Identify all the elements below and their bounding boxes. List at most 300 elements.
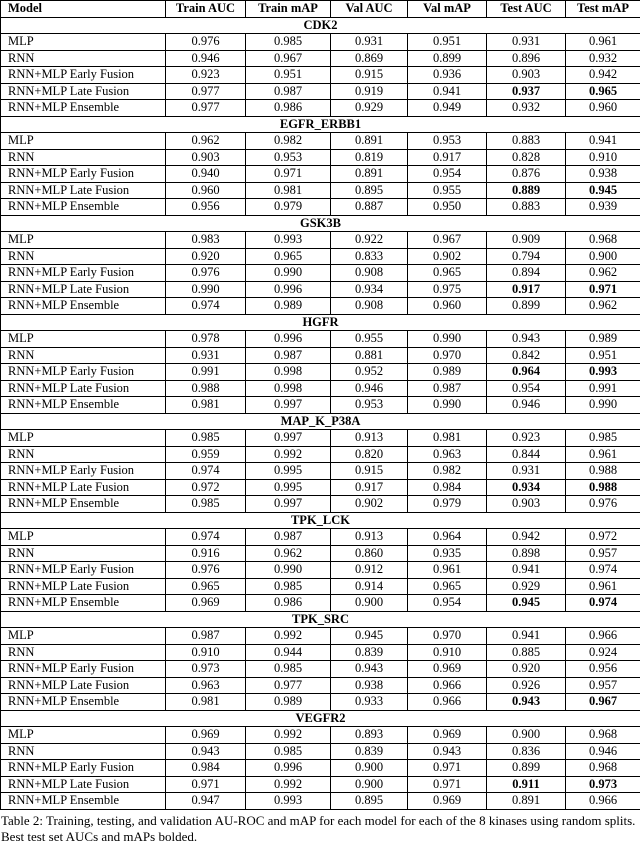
value-cell: 0.889	[487, 182, 566, 199]
model-cell: MLP	[1, 628, 166, 645]
value-cell: 0.951	[566, 347, 640, 364]
model-cell: RNN+MLP Ensemble	[1, 100, 166, 117]
value-cell: 0.969	[166, 727, 246, 744]
table-row	[1, 743, 640, 760]
model-cell: MLP	[1, 34, 166, 51]
value-cell: 0.945	[331, 628, 408, 645]
value-cell: 0.996	[246, 331, 331, 348]
value-cell: 0.968	[566, 727, 640, 744]
table-row	[1, 446, 640, 463]
model-cell: RNN+MLP Early Fusion	[1, 760, 166, 777]
value-cell: 0.985	[246, 578, 331, 595]
value-cell: 0.883	[487, 133, 566, 150]
value-cell: 0.920	[487, 661, 566, 678]
value-cell: 0.943	[408, 743, 487, 760]
value-cell: 0.957	[566, 545, 640, 562]
column-header-train-map: Train mAP	[246, 1, 331, 18]
value-cell: 0.989	[408, 364, 487, 381]
value-cell: 0.961	[566, 446, 640, 463]
model-cell: RNN+MLP Ensemble	[1, 694, 166, 711]
table-row	[1, 760, 640, 777]
table-row	[1, 199, 640, 216]
value-cell: 0.942	[487, 529, 566, 546]
value-cell: 0.833	[331, 248, 408, 265]
value-cell: 0.828	[487, 149, 566, 166]
group-header-tpk_src: TPK_SRC	[1, 611, 640, 628]
column-header-row	[1, 1, 640, 18]
value-cell: 0.902	[408, 248, 487, 265]
value-cell: 0.917	[487, 281, 566, 298]
value-cell: 0.995	[246, 463, 331, 480]
value-cell: 0.953	[246, 149, 331, 166]
value-cell: 0.923	[166, 67, 246, 84]
value-cell: 0.986	[246, 595, 331, 612]
value-cell: 0.962	[246, 545, 331, 562]
value-cell: 0.893	[331, 727, 408, 744]
value-cell: 0.967	[566, 694, 640, 711]
value-cell: 0.961	[408, 562, 487, 579]
value-cell: 0.987	[246, 83, 331, 100]
model-cell: RNN+MLP Ensemble	[1, 496, 166, 513]
table-row	[1, 496, 640, 513]
value-cell: 0.900	[331, 595, 408, 612]
value-cell: 0.954	[487, 380, 566, 397]
value-cell: 0.982	[246, 133, 331, 150]
value-cell: 0.951	[408, 34, 487, 51]
group-header-row	[1, 611, 640, 628]
value-cell: 0.819	[331, 149, 408, 166]
value-cell: 0.839	[331, 644, 408, 661]
value-cell: 0.966	[566, 628, 640, 645]
column-header-val-auc: Val AUC	[331, 1, 408, 18]
value-cell: 0.941	[487, 628, 566, 645]
table-row	[1, 347, 640, 364]
value-cell: 0.895	[331, 182, 408, 199]
value-cell: 0.940	[166, 166, 246, 183]
value-cell: 0.923	[487, 430, 566, 447]
value-cell: 0.996	[246, 760, 331, 777]
value-cell: 0.978	[166, 331, 246, 348]
value-cell: 0.963	[408, 446, 487, 463]
model-cell: RNN+MLP Early Fusion	[1, 166, 166, 183]
value-cell: 0.997	[246, 397, 331, 414]
value-cell: 0.972	[166, 479, 246, 496]
value-cell: 0.984	[408, 479, 487, 496]
value-cell: 0.908	[331, 265, 408, 282]
value-cell: 0.946	[566, 743, 640, 760]
value-cell: 0.985	[166, 430, 246, 447]
table-row	[1, 83, 640, 100]
value-cell: 0.997	[246, 496, 331, 513]
value-cell: 0.990	[246, 562, 331, 579]
value-cell: 0.903	[166, 149, 246, 166]
model-cell: RNN+MLP Late Fusion	[1, 83, 166, 100]
value-cell: 0.931	[487, 463, 566, 480]
value-cell: 0.931	[166, 347, 246, 364]
value-cell: 0.945	[566, 182, 640, 199]
value-cell: 0.915	[331, 67, 408, 84]
value-cell: 0.922	[331, 232, 408, 249]
value-cell: 0.902	[331, 496, 408, 513]
table-row	[1, 677, 640, 694]
model-cell: RNN+MLP Late Fusion	[1, 776, 166, 793]
column-header-train-auc: Train AUC	[166, 1, 246, 18]
value-cell: 0.869	[331, 50, 408, 67]
value-cell: 0.960	[566, 100, 640, 117]
value-cell: 0.966	[566, 793, 640, 810]
value-cell: 0.991	[166, 364, 246, 381]
value-cell: 0.991	[566, 380, 640, 397]
value-cell: 0.891	[331, 166, 408, 183]
value-cell: 0.899	[408, 50, 487, 67]
value-cell: 0.924	[566, 644, 640, 661]
model-cell: RNN	[1, 149, 166, 166]
group-header-row	[1, 710, 640, 727]
table-row	[1, 34, 640, 51]
value-cell: 0.965	[408, 578, 487, 595]
value-cell: 0.993	[566, 364, 640, 381]
value-cell: 0.971	[408, 776, 487, 793]
model-cell: MLP	[1, 232, 166, 249]
value-cell: 0.899	[487, 298, 566, 315]
value-cell: 0.913	[331, 529, 408, 546]
value-cell: 0.974	[566, 562, 640, 579]
value-cell: 0.975	[408, 281, 487, 298]
table-row	[1, 265, 640, 282]
value-cell: 0.987	[246, 347, 331, 364]
column-header-val-map: Val mAP	[408, 1, 487, 18]
model-cell: RNN	[1, 446, 166, 463]
value-cell: 0.969	[166, 595, 246, 612]
table-row	[1, 149, 640, 166]
value-cell: 0.973	[566, 776, 640, 793]
value-cell: 0.932	[487, 100, 566, 117]
value-cell: 0.943	[166, 743, 246, 760]
group-header-row	[1, 413, 640, 430]
value-cell: 0.949	[408, 100, 487, 117]
value-cell: 0.915	[331, 463, 408, 480]
value-cell: 0.911	[487, 776, 566, 793]
value-cell: 0.894	[487, 265, 566, 282]
value-cell: 0.938	[331, 677, 408, 694]
model-cell: RNN+MLP Ensemble	[1, 199, 166, 216]
table-row	[1, 166, 640, 183]
value-cell: 0.984	[166, 760, 246, 777]
table-row	[1, 232, 640, 249]
value-cell: 0.989	[566, 331, 640, 348]
value-cell: 0.935	[408, 545, 487, 562]
value-cell: 0.941	[487, 562, 566, 579]
model-cell: RNN+MLP Ensemble	[1, 595, 166, 612]
value-cell: 0.990	[408, 331, 487, 348]
value-cell: 0.895	[331, 793, 408, 810]
value-cell: 0.964	[487, 364, 566, 381]
value-cell: 0.919	[331, 83, 408, 100]
value-cell: 0.953	[331, 397, 408, 414]
value-cell: 0.971	[566, 281, 640, 298]
model-cell: RNN+MLP Ensemble	[1, 793, 166, 810]
value-cell: 0.982	[408, 463, 487, 480]
value-cell: 0.934	[487, 479, 566, 496]
value-cell: 0.961	[566, 34, 640, 51]
model-cell: RNN	[1, 50, 166, 67]
value-cell: 0.954	[408, 166, 487, 183]
value-cell: 0.981	[246, 182, 331, 199]
model-cell: RNN+MLP Early Fusion	[1, 463, 166, 480]
value-cell: 0.987	[408, 380, 487, 397]
group-header-hgfr: HGFR	[1, 314, 640, 331]
model-cell: RNN+MLP Late Fusion	[1, 182, 166, 199]
value-cell: 0.976	[166, 562, 246, 579]
value-cell: 0.917	[331, 479, 408, 496]
model-cell: MLP	[1, 430, 166, 447]
model-cell: RNN	[1, 347, 166, 364]
model-cell: MLP	[1, 727, 166, 744]
value-cell: 0.969	[408, 727, 487, 744]
table-row	[1, 793, 640, 810]
value-cell: 0.955	[408, 182, 487, 199]
value-cell: 0.992	[246, 628, 331, 645]
value-cell: 0.937	[487, 83, 566, 100]
value-cell: 0.950	[408, 199, 487, 216]
value-cell: 0.917	[408, 149, 487, 166]
table-row	[1, 281, 640, 298]
table-row	[1, 727, 640, 744]
value-cell: 0.985	[246, 661, 331, 678]
value-cell: 0.900	[566, 248, 640, 265]
value-cell: 0.960	[166, 182, 246, 199]
value-cell: 0.976	[566, 496, 640, 513]
model-cell: RNN+MLP Ensemble	[1, 298, 166, 315]
value-cell: 0.990	[566, 397, 640, 414]
table-row	[1, 644, 640, 661]
value-cell: 0.968	[566, 760, 640, 777]
value-cell: 0.985	[166, 496, 246, 513]
value-cell: 0.962	[166, 133, 246, 150]
value-cell: 0.910	[566, 149, 640, 166]
table-row	[1, 430, 640, 447]
value-cell: 0.820	[331, 446, 408, 463]
value-cell: 0.943	[331, 661, 408, 678]
value-cell: 0.954	[408, 595, 487, 612]
value-cell: 0.965	[408, 265, 487, 282]
value-cell: 0.836	[487, 743, 566, 760]
table-row	[1, 545, 640, 562]
value-cell: 0.992	[246, 727, 331, 744]
value-cell: 0.998	[246, 380, 331, 397]
model-cell: RNN+MLP Early Fusion	[1, 265, 166, 282]
table-caption: Table 2: Training, testing, and validation AU-ROC and mAP for each model for each of the 8 kinases using random splits. Best test set AUCs and mAPs bolded.	[0, 813, 640, 845]
model-cell: RNN+MLP Late Fusion	[1, 281, 166, 298]
value-cell: 0.900	[487, 727, 566, 744]
value-cell: 0.974	[566, 595, 640, 612]
value-cell: 0.929	[331, 100, 408, 117]
value-cell: 0.939	[566, 199, 640, 216]
value-cell: 0.990	[408, 397, 487, 414]
value-cell: 0.913	[331, 430, 408, 447]
value-cell: 0.977	[246, 677, 331, 694]
value-cell: 0.972	[566, 529, 640, 546]
table-row	[1, 67, 640, 84]
model-cell: MLP	[1, 133, 166, 150]
value-cell: 0.932	[566, 50, 640, 67]
group-header-cdk2: CDK2	[1, 17, 640, 34]
value-cell: 0.931	[487, 34, 566, 51]
value-cell: 0.969	[408, 661, 487, 678]
value-cell: 0.931	[331, 34, 408, 51]
value-cell: 0.914	[331, 578, 408, 595]
model-cell: RNN+MLP Early Fusion	[1, 562, 166, 579]
table-row	[1, 529, 640, 546]
value-cell: 0.929	[487, 578, 566, 595]
value-cell: 0.986	[246, 100, 331, 117]
model-cell: RNN+MLP Early Fusion	[1, 364, 166, 381]
value-cell: 0.933	[331, 694, 408, 711]
value-cell: 0.964	[408, 529, 487, 546]
value-cell: 0.989	[246, 694, 331, 711]
table-row	[1, 463, 640, 480]
value-cell: 0.909	[487, 232, 566, 249]
value-cell: 0.839	[331, 743, 408, 760]
value-cell: 0.988	[566, 479, 640, 496]
value-cell: 0.842	[487, 347, 566, 364]
value-cell: 0.998	[246, 364, 331, 381]
value-cell: 0.941	[408, 83, 487, 100]
model-cell: MLP	[1, 331, 166, 348]
value-cell: 0.977	[166, 83, 246, 100]
table-row	[1, 479, 640, 496]
value-cell: 0.981	[166, 397, 246, 414]
model-cell: RNN+MLP Ensemble	[1, 397, 166, 414]
value-cell: 0.896	[487, 50, 566, 67]
model-cell: MLP	[1, 529, 166, 546]
value-cell: 0.956	[566, 661, 640, 678]
group-header-row	[1, 512, 640, 529]
value-cell: 0.898	[487, 545, 566, 562]
value-cell: 0.976	[166, 34, 246, 51]
value-cell: 0.926	[487, 677, 566, 694]
table-row	[1, 364, 640, 381]
value-cell: 0.920	[166, 248, 246, 265]
value-cell: 0.916	[166, 545, 246, 562]
value-cell: 0.945	[487, 595, 566, 612]
value-cell: 0.962	[566, 265, 640, 282]
value-cell: 0.966	[408, 694, 487, 711]
value-cell: 0.891	[331, 133, 408, 150]
value-cell: 0.995	[246, 479, 331, 496]
value-cell: 0.988	[566, 463, 640, 480]
value-cell: 0.989	[246, 298, 331, 315]
value-cell: 0.912	[331, 562, 408, 579]
value-cell: 0.959	[166, 446, 246, 463]
table-row	[1, 182, 640, 199]
value-cell: 0.965	[166, 578, 246, 595]
value-cell: 0.934	[331, 281, 408, 298]
value-cell: 0.981	[166, 694, 246, 711]
group-header-map_k_p38a: MAP_K_P38A	[1, 413, 640, 430]
value-cell: 0.993	[246, 232, 331, 249]
value-cell: 0.985	[246, 743, 331, 760]
value-cell: 0.971	[246, 166, 331, 183]
group-header-row	[1, 116, 640, 133]
value-cell: 0.983	[166, 232, 246, 249]
value-cell: 0.881	[331, 347, 408, 364]
value-cell: 0.903	[487, 67, 566, 84]
value-cell: 0.953	[408, 133, 487, 150]
model-cell: RNN+MLP Late Fusion	[1, 578, 166, 595]
table-row	[1, 595, 640, 612]
value-cell: 0.967	[408, 232, 487, 249]
value-cell: 0.900	[331, 776, 408, 793]
table-row	[1, 661, 640, 678]
value-cell: 0.899	[487, 760, 566, 777]
value-cell: 0.973	[166, 661, 246, 678]
value-cell: 0.965	[566, 83, 640, 100]
value-cell: 0.988	[166, 380, 246, 397]
value-cell: 0.951	[246, 67, 331, 84]
model-cell: RNN	[1, 248, 166, 265]
value-cell: 0.976	[166, 265, 246, 282]
value-cell: 0.962	[566, 298, 640, 315]
value-cell: 0.960	[408, 298, 487, 315]
table-row	[1, 628, 640, 645]
value-cell: 0.987	[166, 628, 246, 645]
table-row	[1, 331, 640, 348]
model-cell: RNN+MLP Late Fusion	[1, 479, 166, 496]
value-cell: 0.876	[487, 166, 566, 183]
value-cell: 0.943	[487, 331, 566, 348]
value-cell: 0.942	[566, 67, 640, 84]
model-cell: RNN+MLP Late Fusion	[1, 677, 166, 694]
value-cell: 0.992	[246, 446, 331, 463]
table-row	[1, 776, 640, 793]
model-cell: RNN+MLP Early Fusion	[1, 67, 166, 84]
value-cell: 0.860	[331, 545, 408, 562]
value-cell: 0.887	[331, 199, 408, 216]
value-cell: 0.966	[408, 677, 487, 694]
value-cell: 0.946	[331, 380, 408, 397]
model-cell: RNN+MLP Early Fusion	[1, 661, 166, 678]
group-header-row	[1, 314, 640, 331]
value-cell: 0.987	[246, 529, 331, 546]
value-cell: 0.993	[246, 793, 331, 810]
value-cell: 0.844	[487, 446, 566, 463]
value-cell: 0.971	[408, 760, 487, 777]
table-row	[1, 248, 640, 265]
value-cell: 0.956	[166, 199, 246, 216]
value-cell: 0.990	[246, 265, 331, 282]
value-cell: 0.944	[246, 644, 331, 661]
value-cell: 0.977	[166, 100, 246, 117]
value-cell: 0.968	[566, 232, 640, 249]
value-cell: 0.974	[166, 298, 246, 315]
group-header-row	[1, 17, 640, 34]
value-cell: 0.885	[487, 644, 566, 661]
value-cell: 0.979	[408, 496, 487, 513]
value-cell: 0.985	[246, 34, 331, 51]
group-header-tpk_lck: TPK_LCK	[1, 512, 640, 529]
group-header-gsk3b: GSK3B	[1, 215, 640, 232]
value-cell: 0.936	[408, 67, 487, 84]
value-cell: 0.961	[566, 578, 640, 595]
value-cell: 0.990	[166, 281, 246, 298]
column-header-test-auc: Test AUC	[487, 1, 566, 18]
table-row	[1, 100, 640, 117]
value-cell: 0.891	[487, 793, 566, 810]
column-header-test-map: Test mAP	[566, 1, 640, 18]
table-row	[1, 380, 640, 397]
value-cell: 0.957	[566, 677, 640, 694]
